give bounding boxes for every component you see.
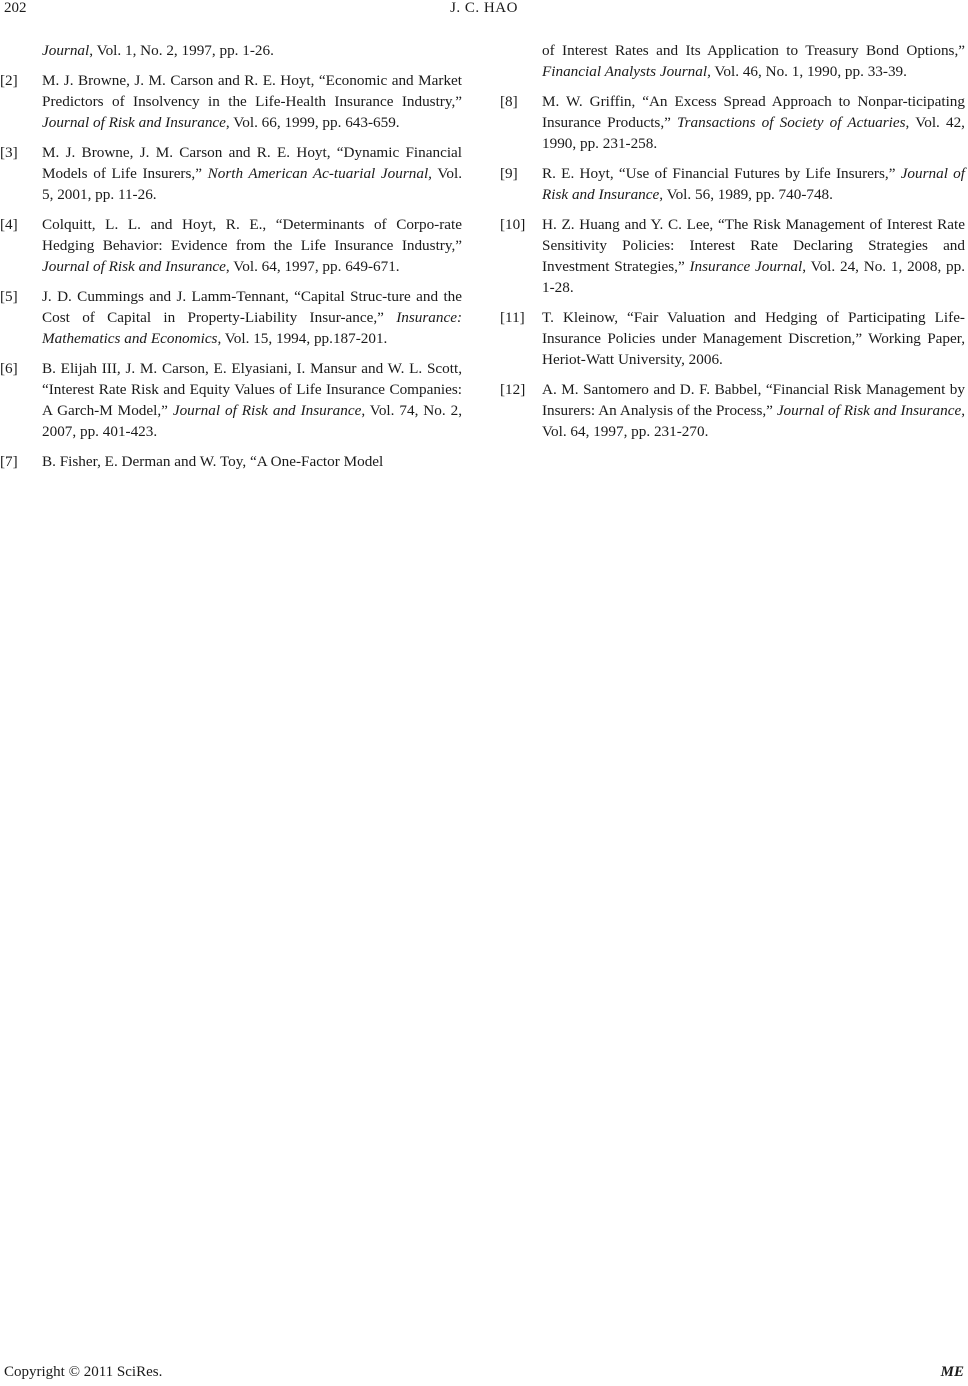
reference-entry	[500, 214, 965, 298]
reference-segment: B. Elijah III, J. M. Carson, E. Elyasiani, I. Mansur and W. L. Scott, “Interest Rate Risk and Equity Values of Life Insurance Companies: A Garch-M Model,”	[42, 360, 462, 419]
reference-number: [2]	[0, 72, 18, 89]
journal-abbreviation: ME	[940, 1364, 964, 1380]
reference-segment: B. Fisher, E. Derman and W. Toy, “A One-Factor Model	[42, 453, 384, 470]
reference-entry	[0, 214, 462, 277]
reference-text	[542, 91, 965, 154]
reference-text	[542, 163, 965, 205]
reference-entry	[0, 40, 462, 61]
reference-number: [4]	[0, 216, 18, 233]
reference-entry	[500, 40, 965, 82]
page-number: 202	[4, 0, 27, 16]
reference-segment: T. Kleinow, “Fair Valuation and Hedging of Participating Life-Insurance Policies under Management Discretion,” Working Paper, Heriot-Watt University, 2006.	[542, 309, 965, 368]
reference-text	[542, 307, 965, 370]
reference-segment: H. Z. Huang and Y. C. Lee, “The Risk Management of Interest Rate Sensitivity Policies: Interest Rate Declaring Strategies and Investment Strategies,”	[542, 216, 965, 275]
reference-entry	[0, 358, 462, 442]
references-right-column	[500, 40, 965, 451]
reference-number: [5]	[0, 288, 18, 305]
reference-segment: J. D. Cummings and J. Lamm-Tennant, “Capital Struc-ture and the Cost of Capital in Property-Liability Insur-ance,”	[42, 288, 462, 326]
reference-entry	[0, 286, 462, 349]
reference-italic-segment: Journal of Risk and Insurance	[42, 258, 226, 275]
reference-text	[42, 40, 462, 61]
reference-number: [6]	[0, 360, 18, 377]
reference-segment: , Vol. 1, No. 2, 1997, pp. 1-26.	[89, 42, 274, 59]
reference-text	[542, 40, 965, 82]
reference-entry	[0, 451, 462, 472]
reference-text	[542, 379, 965, 442]
reference-entry	[0, 142, 462, 205]
reference-segment: , Vol. 42, 1990, pp. 231-258.	[542, 114, 965, 152]
reference-segment: , Vol. 46, No. 1, 1990, pp. 33-39.	[707, 63, 907, 80]
reference-entry	[500, 91, 965, 154]
reference-segment: Vol. 5, 2001, pp. 11-26.	[42, 165, 462, 203]
reference-text	[42, 286, 462, 349]
reference-italic-segment: North American Ac-tuarial Journal,	[207, 165, 432, 182]
reference-segment: , Vol. 74, No. 2, 2007, pp. 401-423.	[42, 402, 463, 440]
reference-text	[542, 214, 965, 298]
reference-entry	[500, 307, 965, 370]
reference-italic-segment: Journal of Risk and Insurance	[172, 402, 362, 419]
reference-italic-segment: Insurance: Mathematics and Economics	[42, 309, 462, 347]
reference-segment: M. W. Griffin, “An Excess Spread Approach to Nonpar-ticipating Insurance Products,”	[542, 93, 965, 131]
reference-segment: M. J. Browne, J. M. Carson and R. E. Hoyt, “Dynamic Financial Models of Life Insurers,”	[42, 144, 462, 182]
reference-segment: R. E. Hoyt, “Use of Financial Futures by Life Insurers,”	[542, 165, 901, 182]
running-head: J. C. HAO	[450, 0, 518, 16]
reference-text	[42, 358, 462, 442]
reference-entry	[500, 379, 965, 442]
reference-entry	[0, 70, 462, 133]
reference-segment: , Vol. 24, No. 1, 2008, pp. 1-28.	[542, 258, 966, 296]
reference-italic-segment: Journal of Risk and Insurance	[776, 402, 962, 419]
reference-italic-segment: Journal	[42, 42, 90, 59]
references-left-column	[0, 40, 462, 481]
reference-text	[42, 214, 462, 277]
reference-italic-segment: Financial Analysts Journal	[542, 63, 708, 80]
reference-number: [12]	[500, 381, 526, 398]
reference-text	[42, 70, 462, 133]
reference-text	[42, 451, 462, 472]
reference-number: [3]	[0, 144, 18, 161]
reference-segment: , Vol. 64, 1997, pp. 649-671.	[225, 258, 400, 275]
reference-segment: of Interest Rates and Its Application to Treasury Bond Options,”	[542, 42, 965, 59]
reference-segment: A. M. Santomero and D. F. Babbel, “Financial Risk Management by Insurers: An Analysis of the Process,”	[542, 381, 965, 419]
reference-italic-segment: Journal of Risk and Insurance	[542, 165, 965, 203]
copyright-notice: Copyright © 2011 SciRes.	[4, 1364, 163, 1380]
reference-segment: , Vol. 66, 1999, pp. 643-659.	[225, 114, 400, 131]
reference-number: [11]	[500, 309, 525, 326]
reference-segment: M. J. Browne, J. M. Carson and R. E. Hoyt, “Economic and Market Predictors of Insolvency in the Life-Health Insurance Industry,”	[42, 72, 462, 110]
reference-segment: , Vol. 56, 1989, pp. 740-748.	[659, 186, 833, 203]
reference-segment: , Vol. 64, 1997, pp. 231-270.	[542, 402, 965, 440]
reference-segment: Colquitt, L. L. and Hoyt, R. E., “Determinants of Corpo-rate Hedging Behavior: Evidence from the Life Insurance Industry,”	[42, 216, 462, 254]
reference-text	[42, 142, 462, 205]
reference-italic-segment: Journal of Risk and Insurance	[42, 114, 226, 131]
reference-entry	[500, 163, 965, 205]
reference-segment: , Vol. 15, 1994, pp.187-201.	[217, 330, 388, 347]
reference-number: [9]	[500, 165, 518, 182]
reference-italic-segment: Insurance Journal	[689, 258, 803, 275]
reference-number: [10]	[500, 216, 526, 233]
reference-number: [7]	[0, 453, 18, 470]
reference-italic-segment: Transactions of Society of Actuaries	[677, 114, 906, 131]
reference-number: [8]	[500, 93, 518, 110]
